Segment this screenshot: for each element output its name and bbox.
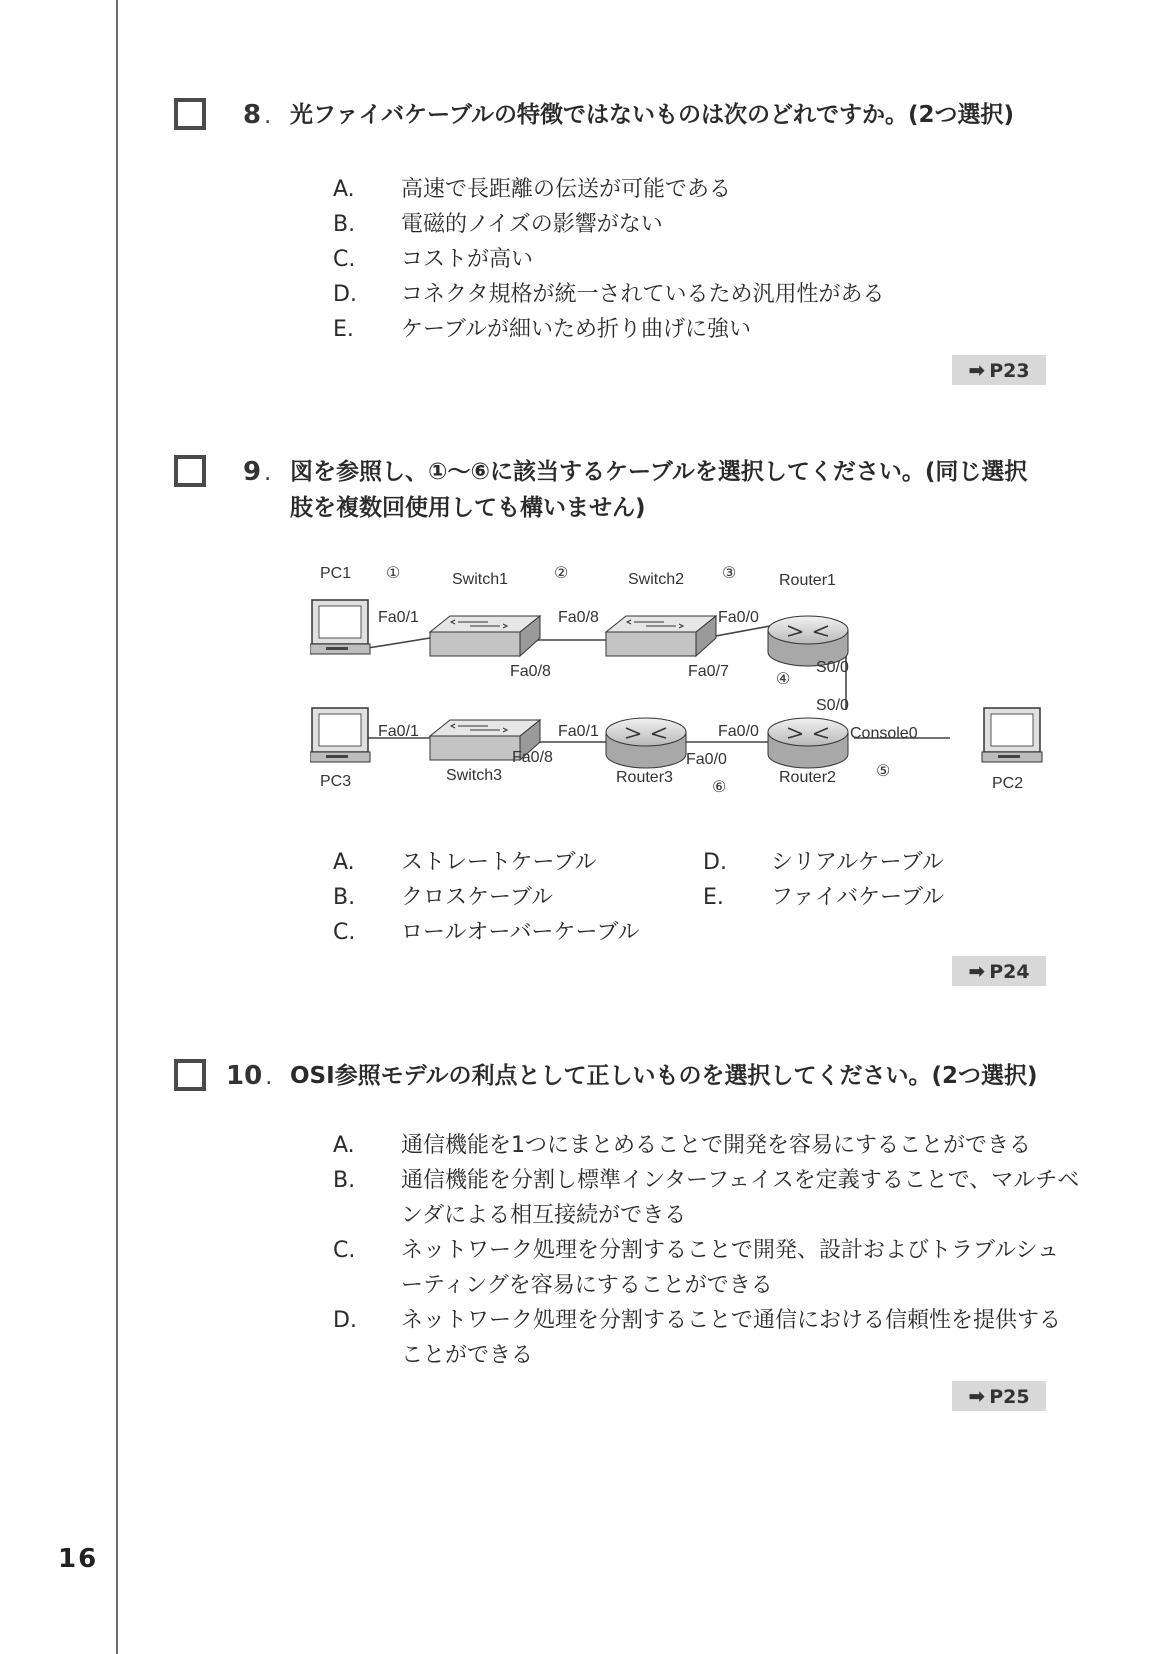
arrow-right-icon: ➡ — [968, 959, 986, 983]
port-label: Console0 — [850, 725, 918, 742]
question-checkbox[interactable] — [174, 1059, 206, 1091]
port-label: Fa0/1 — [378, 723, 419, 740]
switch1-label: Switch1 — [452, 571, 509, 588]
switch1-icon — [430, 616, 540, 656]
options-list — [333, 1128, 1081, 1373]
pc1-label: PC1 — [320, 565, 352, 582]
pc2-label: PC2 — [992, 775, 1024, 792]
option-item: C. コストが高い — [333, 247, 534, 272]
question-number: 8 . — [243, 100, 272, 130]
router2-icon — [768, 718, 848, 768]
network-diagram — [310, 560, 1050, 800]
port-label: Fa0/1 — [558, 723, 599, 740]
option-item: D. シリアルケーブル — [703, 850, 944, 875]
pc1-icon — [310, 600, 370, 654]
marker-6: ⑥ — [712, 779, 727, 796]
port-label: Fa0/0 — [718, 723, 759, 740]
option-item: A. 通信機能を1つにまとめることで開発を容易にすることができる — [333, 1133, 1031, 1158]
port-label: S0/0 — [816, 697, 849, 714]
option-item: D. コネクタ規格が統一されているため汎用性がある — [333, 282, 885, 307]
arrow-right-icon: ➡ — [968, 1384, 986, 1408]
option-item: A. ストレートケーブル — [333, 850, 597, 875]
port-label: Fa0/8 — [558, 609, 599, 626]
question-checkbox[interactable] — [174, 455, 206, 487]
option-item: C. ネットワーク処理を分割することで開発、設計およびトラブルシューティングを容易にすることができる — [333, 1238, 1060, 1298]
page-margin-rule — [116, 0, 118, 1654]
pc2-icon — [982, 708, 1042, 762]
port-label: S0/0 — [816, 659, 849, 676]
question-text: 図を参照し、①〜⑥に該当するケーブルを選択してください。(同じ選択肢を複数回使用しても構いません) — [290, 459, 1028, 521]
options-list — [333, 845, 1053, 950]
arrow-right-icon: ➡ — [968, 358, 986, 382]
page-reference: ➡ P25 — [952, 1381, 1046, 1411]
options-list — [333, 172, 1081, 347]
switch3-label: Switch3 — [446, 767, 503, 784]
switch2-label: Switch2 — [628, 571, 685, 588]
switch2-icon — [606, 616, 716, 656]
question-text: 光ファイバケーブルの特徴ではないものは次のどれですか。(2つ選択) — [290, 102, 1015, 128]
option-item: C. ロールオーバーケーブル — [333, 920, 640, 945]
pc3-label: PC3 — [320, 773, 352, 790]
port-label: Fa0/8 — [510, 663, 551, 680]
option-item: D. ネットワーク処理を分割することで通信における信頼性を提供することができる — [333, 1308, 1062, 1368]
marker-4: ④ — [776, 671, 791, 688]
option-item: E. ケーブルが細いため折り曲げに強い — [333, 317, 752, 342]
option-item: B. 通信機能を分割し標準インターフェイスを定義することで、マルチベンダによる相互接続ができる — [333, 1168, 1080, 1228]
router3-label: Router3 — [616, 769, 673, 786]
option-item: B. 電磁的ノイズの影響がない — [333, 212, 663, 237]
marker-3: ③ — [722, 565, 737, 582]
page-reference: ➡ P24 — [952, 956, 1046, 986]
marker-2: ② — [554, 565, 569, 582]
page-reference: ➡ P23 — [952, 355, 1046, 385]
marker-1: ① — [386, 565, 401, 582]
port-label: Fa0/8 — [512, 749, 553, 766]
port-label: Fa0/0 — [718, 609, 759, 626]
question-text: OSI参照モデルの利点として正しいものを選択してください。(2つ選択) — [290, 1063, 1038, 1089]
question-number: 9 . — [243, 457, 272, 487]
port-label: Fa0/0 — [686, 751, 727, 768]
port-label: Fa0/7 — [688, 663, 729, 680]
option-item: B. クロスケーブル — [333, 885, 554, 910]
pc3-icon — [310, 708, 370, 762]
page-number: 16 — [58, 1544, 99, 1574]
router1-label: Router1 — [779, 572, 836, 589]
question-checkbox[interactable] — [174, 98, 206, 130]
option-item: E. ファイバケーブル — [703, 885, 945, 910]
router2-label: Router2 — [779, 769, 836, 786]
option-item: A. 高速で長距離の伝送が可能である — [333, 177, 732, 202]
marker-5: ⑤ — [876, 763, 891, 780]
router3-icon — [606, 718, 686, 768]
question-number: 10 . — [226, 1061, 273, 1091]
port-label: Fa0/1 — [378, 609, 419, 626]
